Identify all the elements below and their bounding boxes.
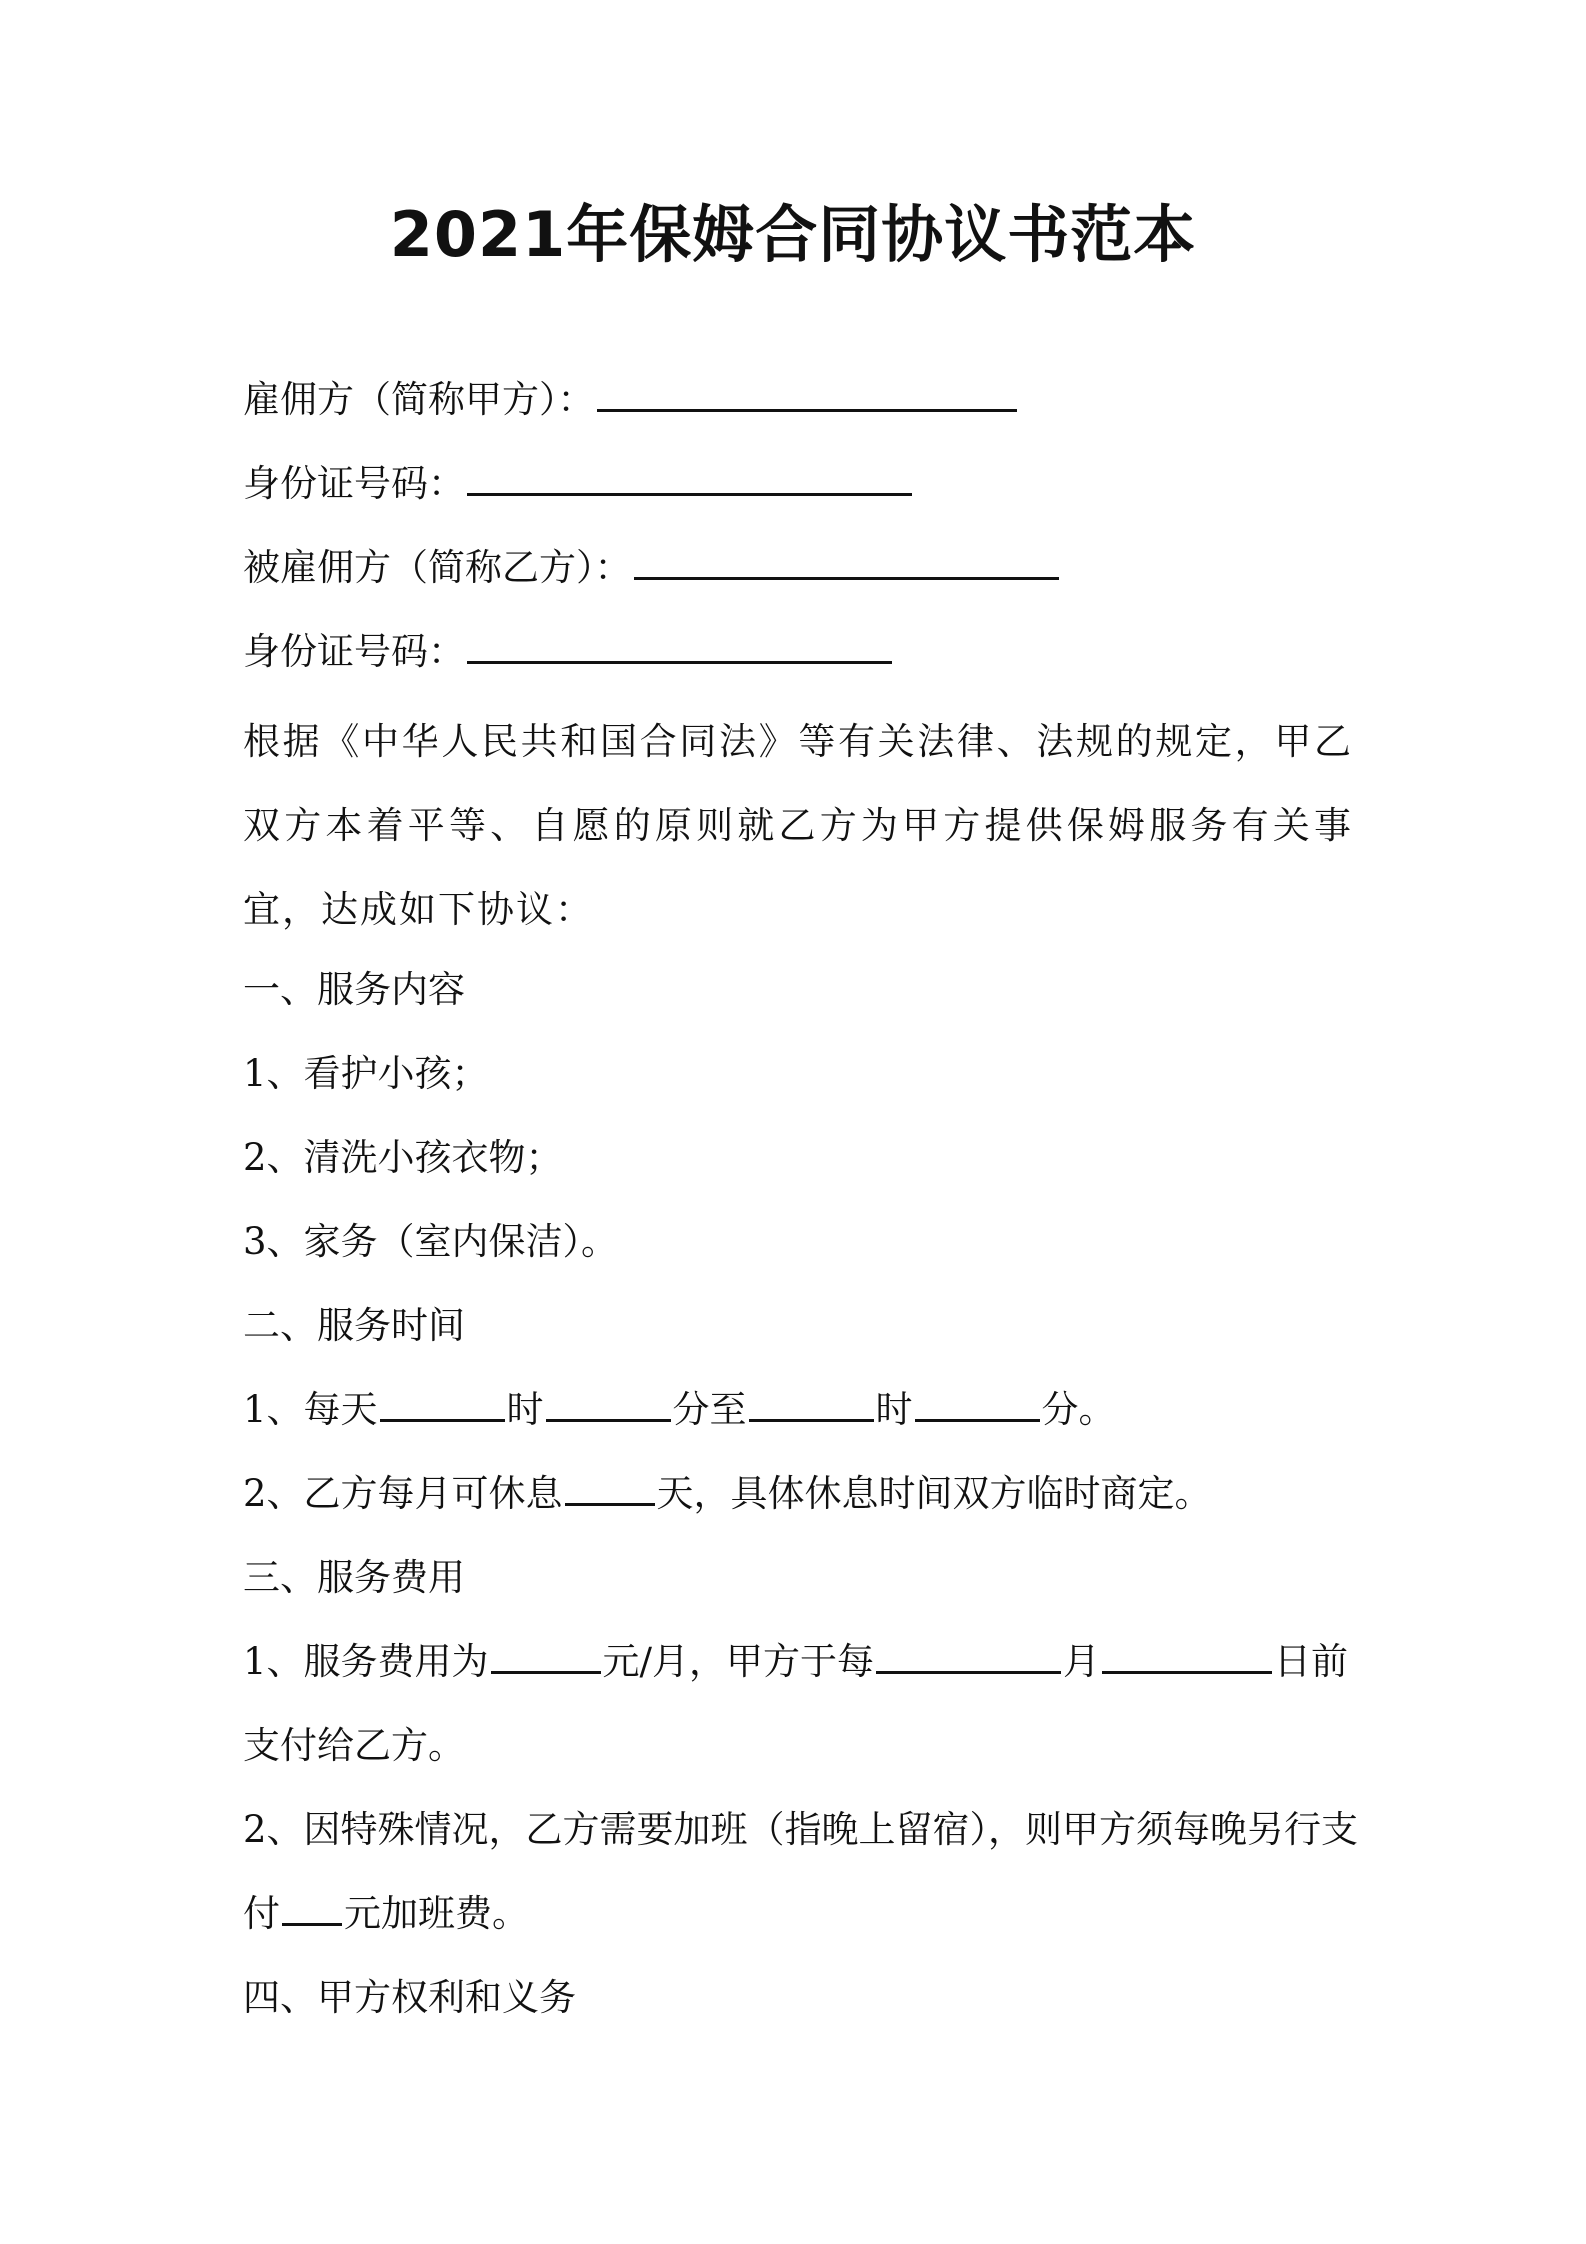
pay-month-label: 月 [1063, 1640, 1101, 1683]
end-minute-label: 分。 [1041, 1388, 1116, 1431]
employee-line [243, 538, 1061, 598]
employer-id-blank[interactable] [467, 455, 912, 496]
section-3-item-2-line-2 [243, 1884, 529, 1944]
employer-id-label: 身份证号码： [243, 462, 465, 505]
monthly-fee-blank[interactable] [491, 1633, 601, 1674]
rest-days-suffix: 天，具体休息时间双方临时商定。 [656, 1472, 1212, 1515]
employee-id-line [243, 622, 894, 682]
employee-blank[interactable] [634, 539, 1059, 580]
pay-day-label: 日前 [1274, 1640, 1349, 1683]
employer-id-line [243, 454, 914, 514]
section-1-heading: 一、服务内容 [243, 968, 465, 1011]
overtime-suffix: 元加班费。 [344, 1892, 529, 1935]
work-time-prefix: 1、每天 [243, 1388, 378, 1431]
fee-unit: 元/月，甲方于每 [602, 1640, 875, 1683]
employee-id-blank[interactable] [467, 623, 892, 664]
start-hour-label: 时 [506, 1388, 544, 1431]
section-1-item-1: 1、看护小孩； [243, 1052, 489, 1095]
employer-label: 雇佣方（简称甲方）： [243, 378, 595, 421]
start-minute-label: 分至 [672, 1388, 747, 1431]
section-3-item-1-cont: 支付给乙方。 [243, 1724, 465, 1767]
section-3-item-1 [243, 1632, 1348, 1692]
fee-prefix: 1、服务费用为 [243, 1640, 489, 1683]
preamble-paragraph: 根据《中华人民共和国合同法》等有关法律、法规的规定，甲乙双方本着平等、自愿的原则就乙方为甲方提供保姆服务有关事宜，达成如下协议： [243, 720, 1353, 931]
rest-days-prefix: 2、乙方每月可休息 [243, 1472, 563, 1515]
document-title: 2021年保姆合同协议书范本 [389, 198, 1197, 271]
section-4-heading: 四、甲方权利和义务 [243, 1976, 576, 2019]
employee-id-label: 身份证号码： [243, 630, 465, 673]
pay-month-blank[interactable] [876, 1633, 1061, 1674]
section-2-heading: 二、服务时间 [243, 1304, 465, 1347]
overtime-prefix: 付 [243, 1892, 280, 1935]
overtime-fee-blank[interactable] [282, 1885, 342, 1926]
start-minute-blank[interactable] [546, 1381, 671, 1422]
section-2-item-1 [243, 1380, 1116, 1440]
section-3-heading: 三、服务费用 [243, 1556, 465, 1599]
employer-blank[interactable] [597, 371, 1017, 412]
start-hour-blank[interactable] [380, 1381, 505, 1422]
employee-label: 被雇佣方（简称乙方）： [243, 546, 632, 589]
section-1-item-2: 2、清洗小孩衣物； [243, 1136, 563, 1179]
section-2-item-2 [243, 1464, 1212, 1524]
end-hour-blank[interactable] [749, 1381, 874, 1422]
end-minute-blank[interactable] [915, 1381, 1040, 1422]
section-1-item-3: 3、家务（室内保洁）。 [243, 1220, 619, 1263]
end-hour-label: 时 [875, 1388, 913, 1431]
section-3-item-2-line-1: 2、因特殊情况，乙方需要加班（指晚上留宿），则甲方须每晚另行支 [243, 1808, 1359, 1851]
pay-day-blank[interactable] [1102, 1633, 1272, 1674]
employer-line [243, 370, 1019, 430]
rest-days-blank[interactable] [565, 1465, 655, 1506]
